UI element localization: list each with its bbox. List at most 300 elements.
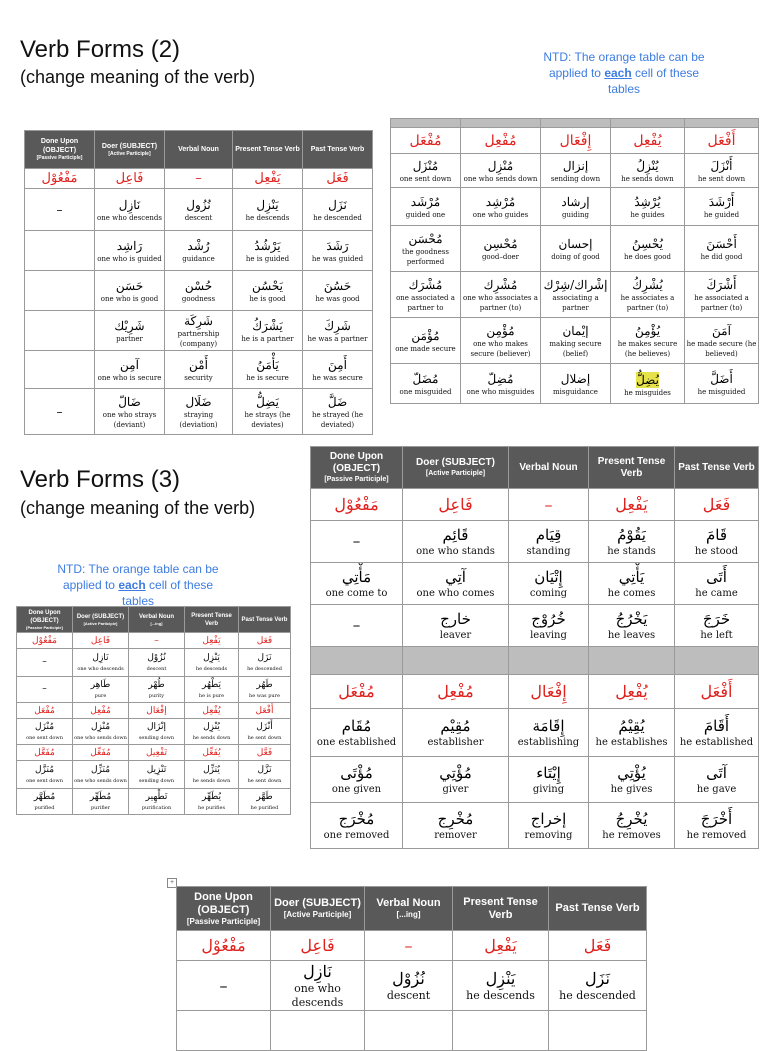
table-cell bbox=[165, 189, 233, 231]
english-meaning: he strays (he deviates) bbox=[244, 410, 291, 429]
table-row bbox=[25, 351, 373, 389]
arabic-word: نَزَل bbox=[328, 197, 347, 212]
table-cell bbox=[675, 521, 759, 563]
pattern-text: – bbox=[544, 495, 553, 514]
pattern-text: يَفْعِل bbox=[484, 936, 517, 955]
arabic-word: يَأْمَنُ bbox=[256, 357, 279, 372]
english-meaning: he was secure bbox=[312, 373, 363, 382]
table-cell bbox=[271, 961, 365, 1011]
english-meaning: he removed bbox=[686, 829, 747, 841]
arabic-word: يَرْشُدُ bbox=[254, 238, 281, 253]
table-cell bbox=[25, 311, 95, 351]
table-cell bbox=[95, 351, 165, 389]
arabic-word: مُطَهِّر bbox=[89, 792, 112, 802]
english-meaning: he purifies bbox=[197, 805, 226, 811]
pattern-cell bbox=[73, 633, 129, 649]
arabic-word: رَشَدَ bbox=[326, 238, 349, 253]
arabic-word: مُخْرِج bbox=[437, 809, 474, 828]
verb-form-table-large bbox=[310, 446, 759, 849]
arabic-word: آمِن bbox=[120, 357, 139, 372]
english-meaning: establisher bbox=[427, 736, 484, 748]
arabic-word: قَائِم bbox=[442, 525, 469, 544]
arabic-word: يُشْرِكُ bbox=[632, 277, 663, 292]
english-meaning: partnership (company) bbox=[177, 329, 220, 348]
table-cell bbox=[165, 311, 233, 351]
table-cell bbox=[185, 761, 239, 789]
column-header-label: Doer (SUBJECT) bbox=[274, 897, 361, 909]
pattern-cell bbox=[365, 931, 453, 961]
arabic-word: إِتْيَان bbox=[534, 567, 563, 586]
english-meaning: one who guides bbox=[472, 210, 529, 219]
english-meaning: doing of good bbox=[551, 252, 600, 261]
table-cell bbox=[73, 719, 129, 745]
arabic-word: – bbox=[42, 657, 47, 667]
column-header bbox=[95, 131, 165, 169]
table-cell bbox=[391, 226, 461, 272]
arabic-word: طَاهِر bbox=[90, 680, 111, 690]
pattern-cell bbox=[177, 931, 271, 961]
table-cell bbox=[239, 719, 291, 745]
table-cell bbox=[611, 272, 685, 318]
arabic-word: مُقَام bbox=[341, 716, 372, 735]
pattern-text: مُفْعَل bbox=[409, 132, 442, 149]
table-row bbox=[311, 563, 759, 605]
pattern-cell bbox=[129, 703, 185, 719]
table-cell bbox=[303, 271, 373, 311]
table-cell bbox=[675, 709, 759, 757]
table-cell bbox=[541, 272, 611, 318]
english-meaning: he is a partner bbox=[241, 334, 294, 343]
pattern-cell bbox=[461, 128, 541, 154]
column-header-sublabel: [...ing] bbox=[396, 910, 421, 919]
table-cell bbox=[25, 189, 95, 231]
column-header-sublabel: [Passive Participle] bbox=[26, 624, 63, 630]
pattern-text: إفْعَال bbox=[146, 705, 167, 716]
arabic-word: خُرُوْج bbox=[531, 609, 566, 628]
pattern-cell bbox=[611, 128, 685, 154]
english-meaning: he makes secure (he believes) bbox=[617, 339, 678, 358]
arabic-word: – bbox=[219, 975, 228, 995]
arabic-word: ضَلَال bbox=[185, 394, 212, 409]
english-meaning: he is pure bbox=[198, 693, 225, 699]
table-row bbox=[391, 364, 759, 404]
column-header bbox=[25, 131, 95, 169]
column-header-sublabel: [Active Participle] bbox=[108, 150, 151, 157]
table-move-handle-icon[interactable]: + bbox=[167, 878, 177, 888]
arabic-word: حَسَن bbox=[115, 278, 144, 293]
pattern-cell bbox=[303, 169, 373, 189]
column-header bbox=[549, 887, 647, 931]
pattern-cell bbox=[185, 745, 239, 761]
arabic-word: مُخْرَج bbox=[338, 809, 375, 828]
english-meaning: sending down bbox=[138, 778, 175, 784]
table-cell bbox=[311, 709, 403, 757]
arabic-word: أَحْسَنَ bbox=[706, 236, 737, 251]
arabic-word: حَسُنَ bbox=[323, 278, 352, 293]
pattern-cell bbox=[239, 745, 291, 761]
pattern-row bbox=[177, 931, 647, 961]
table-row bbox=[17, 761, 291, 789]
english-meaning: coming bbox=[529, 587, 568, 599]
table-cell bbox=[165, 231, 233, 271]
table-cell bbox=[391, 188, 461, 226]
table-header-row bbox=[177, 887, 647, 931]
empty-separator-row bbox=[391, 119, 759, 128]
pattern-text: مُفْعِل bbox=[90, 705, 111, 716]
english-meaning: he leaves bbox=[607, 629, 656, 641]
column-header bbox=[165, 131, 233, 169]
arabic-word: يَقُوْمُ bbox=[617, 525, 646, 544]
english-meaning: he establishes bbox=[595, 736, 668, 748]
english-meaning: establishing bbox=[517, 736, 580, 748]
column-header-sublabel: [Passive Participle] bbox=[324, 476, 389, 483]
arabic-word: ضَلَّ bbox=[327, 394, 348, 409]
pattern-cell bbox=[549, 931, 647, 961]
english-meaning: he descended bbox=[559, 988, 636, 1002]
table-cell bbox=[303, 189, 373, 231]
english-meaning: one established bbox=[316, 736, 397, 748]
column-header-label: Past Tense Verb bbox=[678, 461, 755, 473]
table-cell bbox=[17, 761, 73, 789]
arabic-word: إشْراك/شِرْك bbox=[543, 277, 608, 292]
table-cell bbox=[129, 677, 185, 703]
table-row bbox=[311, 521, 759, 563]
english-meaning: leaving bbox=[530, 629, 567, 641]
english-meaning: purified bbox=[34, 805, 55, 811]
table-cell bbox=[611, 226, 685, 272]
table-cell bbox=[549, 1011, 647, 1051]
section1-subtitle: (change meaning of the verb) bbox=[20, 67, 256, 87]
table-cell bbox=[685, 188, 759, 226]
table-row bbox=[25, 189, 373, 231]
empty-cell bbox=[685, 119, 759, 128]
table-cell bbox=[233, 311, 303, 351]
table-cell bbox=[685, 154, 759, 188]
pattern-cell bbox=[311, 675, 403, 709]
pattern-cell bbox=[685, 128, 759, 154]
table-row bbox=[25, 271, 373, 311]
empty-cell bbox=[541, 119, 611, 128]
table-cell bbox=[129, 789, 185, 815]
english-meaning: pure bbox=[94, 693, 107, 699]
arabic-word: – bbox=[56, 202, 63, 217]
arabic-word: مُنْزَل bbox=[34, 722, 55, 732]
english-meaning: he was a partner bbox=[307, 334, 368, 343]
table-cell bbox=[233, 189, 303, 231]
table-header-row bbox=[17, 607, 291, 633]
table-row bbox=[17, 789, 291, 815]
arabic-word: أَنْزَلَ bbox=[710, 158, 733, 173]
english-meaning: he is guided bbox=[245, 254, 290, 263]
english-meaning: one sent down bbox=[26, 735, 63, 741]
english-meaning: guiding bbox=[562, 210, 589, 219]
table-cell bbox=[233, 389, 303, 435]
arabic-word: مُضِلّ bbox=[487, 371, 514, 386]
table-cell bbox=[453, 961, 549, 1011]
table-cell bbox=[403, 605, 509, 647]
table-cell bbox=[685, 272, 759, 318]
table-row bbox=[17, 719, 291, 745]
pattern-text: مُفَعَّل bbox=[34, 747, 55, 758]
table-cell bbox=[17, 677, 73, 703]
table-cell bbox=[453, 1011, 549, 1051]
pattern-text: مَفْعُوْل bbox=[32, 635, 57, 646]
table-cell bbox=[589, 563, 675, 605]
table-row bbox=[25, 231, 373, 271]
english-meaning: one who sends down bbox=[74, 735, 127, 741]
table-cell bbox=[233, 231, 303, 271]
english-meaning: he gave bbox=[696, 783, 737, 795]
column-header-label: Present Tense Verb bbox=[463, 895, 538, 921]
empty-cell bbox=[391, 119, 461, 128]
column-header-label: Doer (SUBJECT) bbox=[76, 613, 125, 620]
column-header-label: Verbal Noun bbox=[178, 146, 219, 153]
pattern-text: إِفْعَال bbox=[530, 682, 567, 701]
arabic-word: خَرَجَ bbox=[702, 609, 731, 628]
column-header-label: Past Tense Verb bbox=[555, 902, 640, 914]
english-meaning: one who strays (deviant) bbox=[102, 410, 157, 429]
english-meaning: one who descends bbox=[77, 666, 124, 672]
pattern-text: يُفْعِل bbox=[615, 682, 648, 701]
english-meaning: one who sends down bbox=[463, 174, 538, 183]
arabic-word: مُنَزَّل bbox=[34, 765, 55, 775]
english-meaning: he guides bbox=[630, 210, 665, 219]
pattern-cell bbox=[233, 169, 303, 189]
pattern-text: فَعَل bbox=[326, 171, 349, 186]
english-meaning: he associates a partner (to) bbox=[620, 293, 675, 312]
arabic-word: قَامَ bbox=[705, 525, 728, 544]
arabic-word: يُحْسِنُ bbox=[632, 236, 663, 251]
pattern-cell bbox=[17, 703, 73, 719]
table-cell bbox=[165, 271, 233, 311]
arabic-word: تَنْزِيل bbox=[146, 765, 167, 775]
table-cell bbox=[25, 351, 95, 389]
english-meaning: he stands bbox=[607, 545, 656, 557]
pattern-cell bbox=[95, 169, 165, 189]
column-header-label: Past Tense Verb bbox=[241, 616, 288, 623]
arabic-word: مُقِيْم bbox=[440, 716, 471, 735]
english-meaning: descent bbox=[184, 213, 213, 222]
table-cell bbox=[129, 719, 185, 745]
table-cell bbox=[541, 318, 611, 364]
english-meaning: he was guided bbox=[311, 254, 364, 263]
arabic-word: إِيْتَاء bbox=[536, 763, 561, 782]
english-meaning: he gives bbox=[610, 783, 653, 795]
pattern-text: مُفْعِل bbox=[437, 682, 474, 701]
pattern-text: يَفْعِل bbox=[202, 635, 221, 646]
ntd-note-1: NTD: The orange table can be applied to each cell of these tables bbox=[543, 50, 705, 96]
table-cell bbox=[403, 757, 509, 803]
english-meaning: giving bbox=[532, 783, 565, 795]
column-header bbox=[271, 887, 365, 931]
empty-cell bbox=[611, 119, 685, 128]
column-header-sublabel: [Active Participle] bbox=[425, 470, 486, 477]
empty-cell bbox=[311, 647, 403, 675]
english-meaning: purity bbox=[148, 693, 165, 699]
table-cell bbox=[185, 649, 239, 677]
arabic-word: يَنْزِل bbox=[256, 197, 279, 212]
table-cell bbox=[185, 719, 239, 745]
english-meaning: one given bbox=[331, 783, 382, 795]
pattern-text: – bbox=[404, 936, 413, 955]
english-meaning: he descends bbox=[466, 988, 535, 1002]
english-meaning: he stood bbox=[694, 545, 739, 557]
english-meaning: one who makes secure (believer) bbox=[470, 339, 531, 358]
table-cell bbox=[165, 351, 233, 389]
table-cell bbox=[509, 605, 589, 647]
pattern-text: مُفْعِل bbox=[484, 132, 517, 149]
table-cell bbox=[73, 649, 129, 677]
arabic-word: مُنْزِل bbox=[487, 158, 514, 173]
arabic-word: يُرْشِدُ bbox=[634, 194, 661, 209]
english-meaning: he does good bbox=[624, 252, 671, 261]
pattern-cell bbox=[271, 931, 365, 961]
arabic-word: – bbox=[42, 684, 47, 694]
arabic-word: يُؤْتِي bbox=[617, 763, 646, 782]
table-cell bbox=[541, 188, 611, 226]
english-meaning: one who comes bbox=[416, 587, 495, 599]
pattern-text: يُفْعِل bbox=[202, 705, 221, 716]
pattern-text: فَعَل bbox=[583, 936, 612, 955]
column-header-label: Done Upon (OBJECT) bbox=[28, 609, 61, 624]
english-meaning: one who misguides bbox=[466, 387, 535, 396]
table-cell bbox=[541, 226, 611, 272]
pattern-text: – bbox=[154, 635, 159, 646]
table-cell bbox=[17, 649, 73, 677]
table-cell bbox=[611, 188, 685, 226]
arabic-word: يُضِلُّ bbox=[636, 373, 659, 387]
english-meaning: one who descends bbox=[291, 981, 344, 1009]
column-header-sublabel: [Passive Participle] bbox=[36, 155, 83, 161]
arabic-word: مُنْزِل bbox=[90, 722, 111, 732]
arabic-word: مُؤْمِن bbox=[486, 323, 515, 338]
pattern-text: مُفْعَل bbox=[338, 682, 375, 701]
table-cell bbox=[73, 761, 129, 789]
english-meaning: partner bbox=[116, 334, 143, 343]
table-cell bbox=[271, 1011, 365, 1051]
english-meaning: he sent down bbox=[247, 778, 282, 784]
pattern-text: إِفْعَال bbox=[559, 132, 592, 149]
arabic-word: شَرِكَ bbox=[324, 318, 351, 333]
table-cell bbox=[239, 677, 291, 703]
english-meaning: goodness bbox=[181, 294, 216, 303]
table-cell bbox=[549, 961, 647, 1011]
pattern-text: أَفْعَل bbox=[707, 132, 736, 149]
column-header bbox=[129, 607, 185, 633]
table-cell bbox=[25, 271, 95, 311]
arabic-word: مُحْسِن bbox=[483, 236, 518, 251]
column-header bbox=[303, 131, 373, 169]
arabic-word: آمَنَ bbox=[712, 323, 731, 338]
english-meaning: guidance bbox=[182, 254, 215, 263]
arabic-word: أَقَامَ bbox=[703, 716, 730, 735]
ntd-note-2: NTD: The orange table can be applied to each cell of these tables bbox=[57, 562, 219, 605]
column-header-label: Present Tense Verb bbox=[235, 146, 300, 153]
english-meaning: misguidance bbox=[553, 387, 598, 396]
table-cell bbox=[303, 389, 373, 435]
column-header-label: Verbal Noun bbox=[519, 461, 578, 473]
column-header bbox=[17, 607, 73, 633]
arabic-word: أَمِنَ bbox=[328, 357, 347, 372]
column-header-label: Present Tense Verb bbox=[597, 455, 666, 479]
arabic-word: نَازِل bbox=[92, 653, 109, 663]
table-cell bbox=[541, 154, 611, 188]
table-cell bbox=[685, 226, 759, 272]
arabic-word: يُخْرِجُ bbox=[615, 809, 648, 828]
verb-form-table-left bbox=[24, 130, 373, 435]
table-cell bbox=[675, 803, 759, 849]
table-cell bbox=[239, 761, 291, 789]
english-meaning: guided one bbox=[405, 210, 446, 219]
verb-form-table-small bbox=[16, 606, 291, 815]
column-header-label: Doer (SUBJECT) bbox=[416, 457, 495, 468]
arabic-word: نُزُول bbox=[186, 197, 211, 212]
english-meaning: descent bbox=[146, 666, 167, 672]
english-meaning: one who is guided bbox=[97, 254, 162, 263]
arabic-word: مُضَلّ bbox=[412, 371, 439, 386]
english-meaning: one associated a partner to bbox=[396, 293, 455, 312]
english-meaning: removing bbox=[524, 829, 573, 841]
table-cell bbox=[129, 649, 185, 677]
arabic-word: مُنَزِّل bbox=[90, 765, 111, 775]
table-row bbox=[311, 605, 759, 647]
english-meaning: he made secure (he believed) bbox=[686, 339, 757, 358]
english-meaning: one who associates a partner (to) bbox=[463, 293, 538, 312]
column-header-label: Done Upon (OBJECT) bbox=[329, 451, 384, 474]
table-cell bbox=[73, 789, 129, 815]
english-meaning: he descends bbox=[195, 666, 228, 672]
pattern-text: تَفْعِيل bbox=[146, 747, 167, 758]
table-row bbox=[311, 709, 759, 757]
table-cell bbox=[461, 188, 541, 226]
column-header-sublabel: [...ing] bbox=[150, 620, 163, 626]
pattern-text: مَفْعُوْل bbox=[334, 495, 379, 514]
pattern-cell bbox=[391, 128, 461, 154]
arabic-word: نَازِل bbox=[118, 197, 141, 212]
table-cell bbox=[95, 311, 165, 351]
table-cell bbox=[17, 719, 73, 745]
column-header bbox=[509, 447, 589, 489]
pattern-text: فَعَل bbox=[256, 635, 273, 646]
table-row bbox=[391, 188, 759, 226]
table-row bbox=[311, 803, 759, 849]
table-cell bbox=[365, 1011, 453, 1051]
table-cell bbox=[403, 803, 509, 849]
pattern-cell bbox=[129, 745, 185, 761]
english-meaning: one who sends down bbox=[74, 778, 127, 784]
table-cell bbox=[177, 961, 271, 1011]
verb-form-table-bottom bbox=[176, 886, 647, 1051]
pattern-cell bbox=[541, 128, 611, 154]
arabic-word: إِقَامَة bbox=[532, 716, 565, 735]
table-cell bbox=[233, 271, 303, 311]
column-header-sublabel: [Active Participle] bbox=[283, 910, 352, 919]
pattern-cell bbox=[17, 633, 73, 649]
pattern-text: فَعَّل bbox=[256, 747, 273, 758]
arabic-word: ضَالّ bbox=[118, 394, 141, 409]
column-header bbox=[177, 887, 271, 931]
table-cell bbox=[95, 231, 165, 271]
english-meaning: one who is good bbox=[100, 294, 159, 303]
arabic-word: يُقِيْمُ bbox=[618, 716, 645, 735]
table-cell bbox=[589, 709, 675, 757]
pattern-cell bbox=[589, 675, 675, 709]
english-meaning: he sends down bbox=[621, 174, 674, 183]
table-cell bbox=[403, 521, 509, 563]
table-row bbox=[311, 757, 759, 803]
pattern-text: يُفَعِّل bbox=[202, 747, 221, 758]
pattern-cell bbox=[403, 489, 509, 521]
